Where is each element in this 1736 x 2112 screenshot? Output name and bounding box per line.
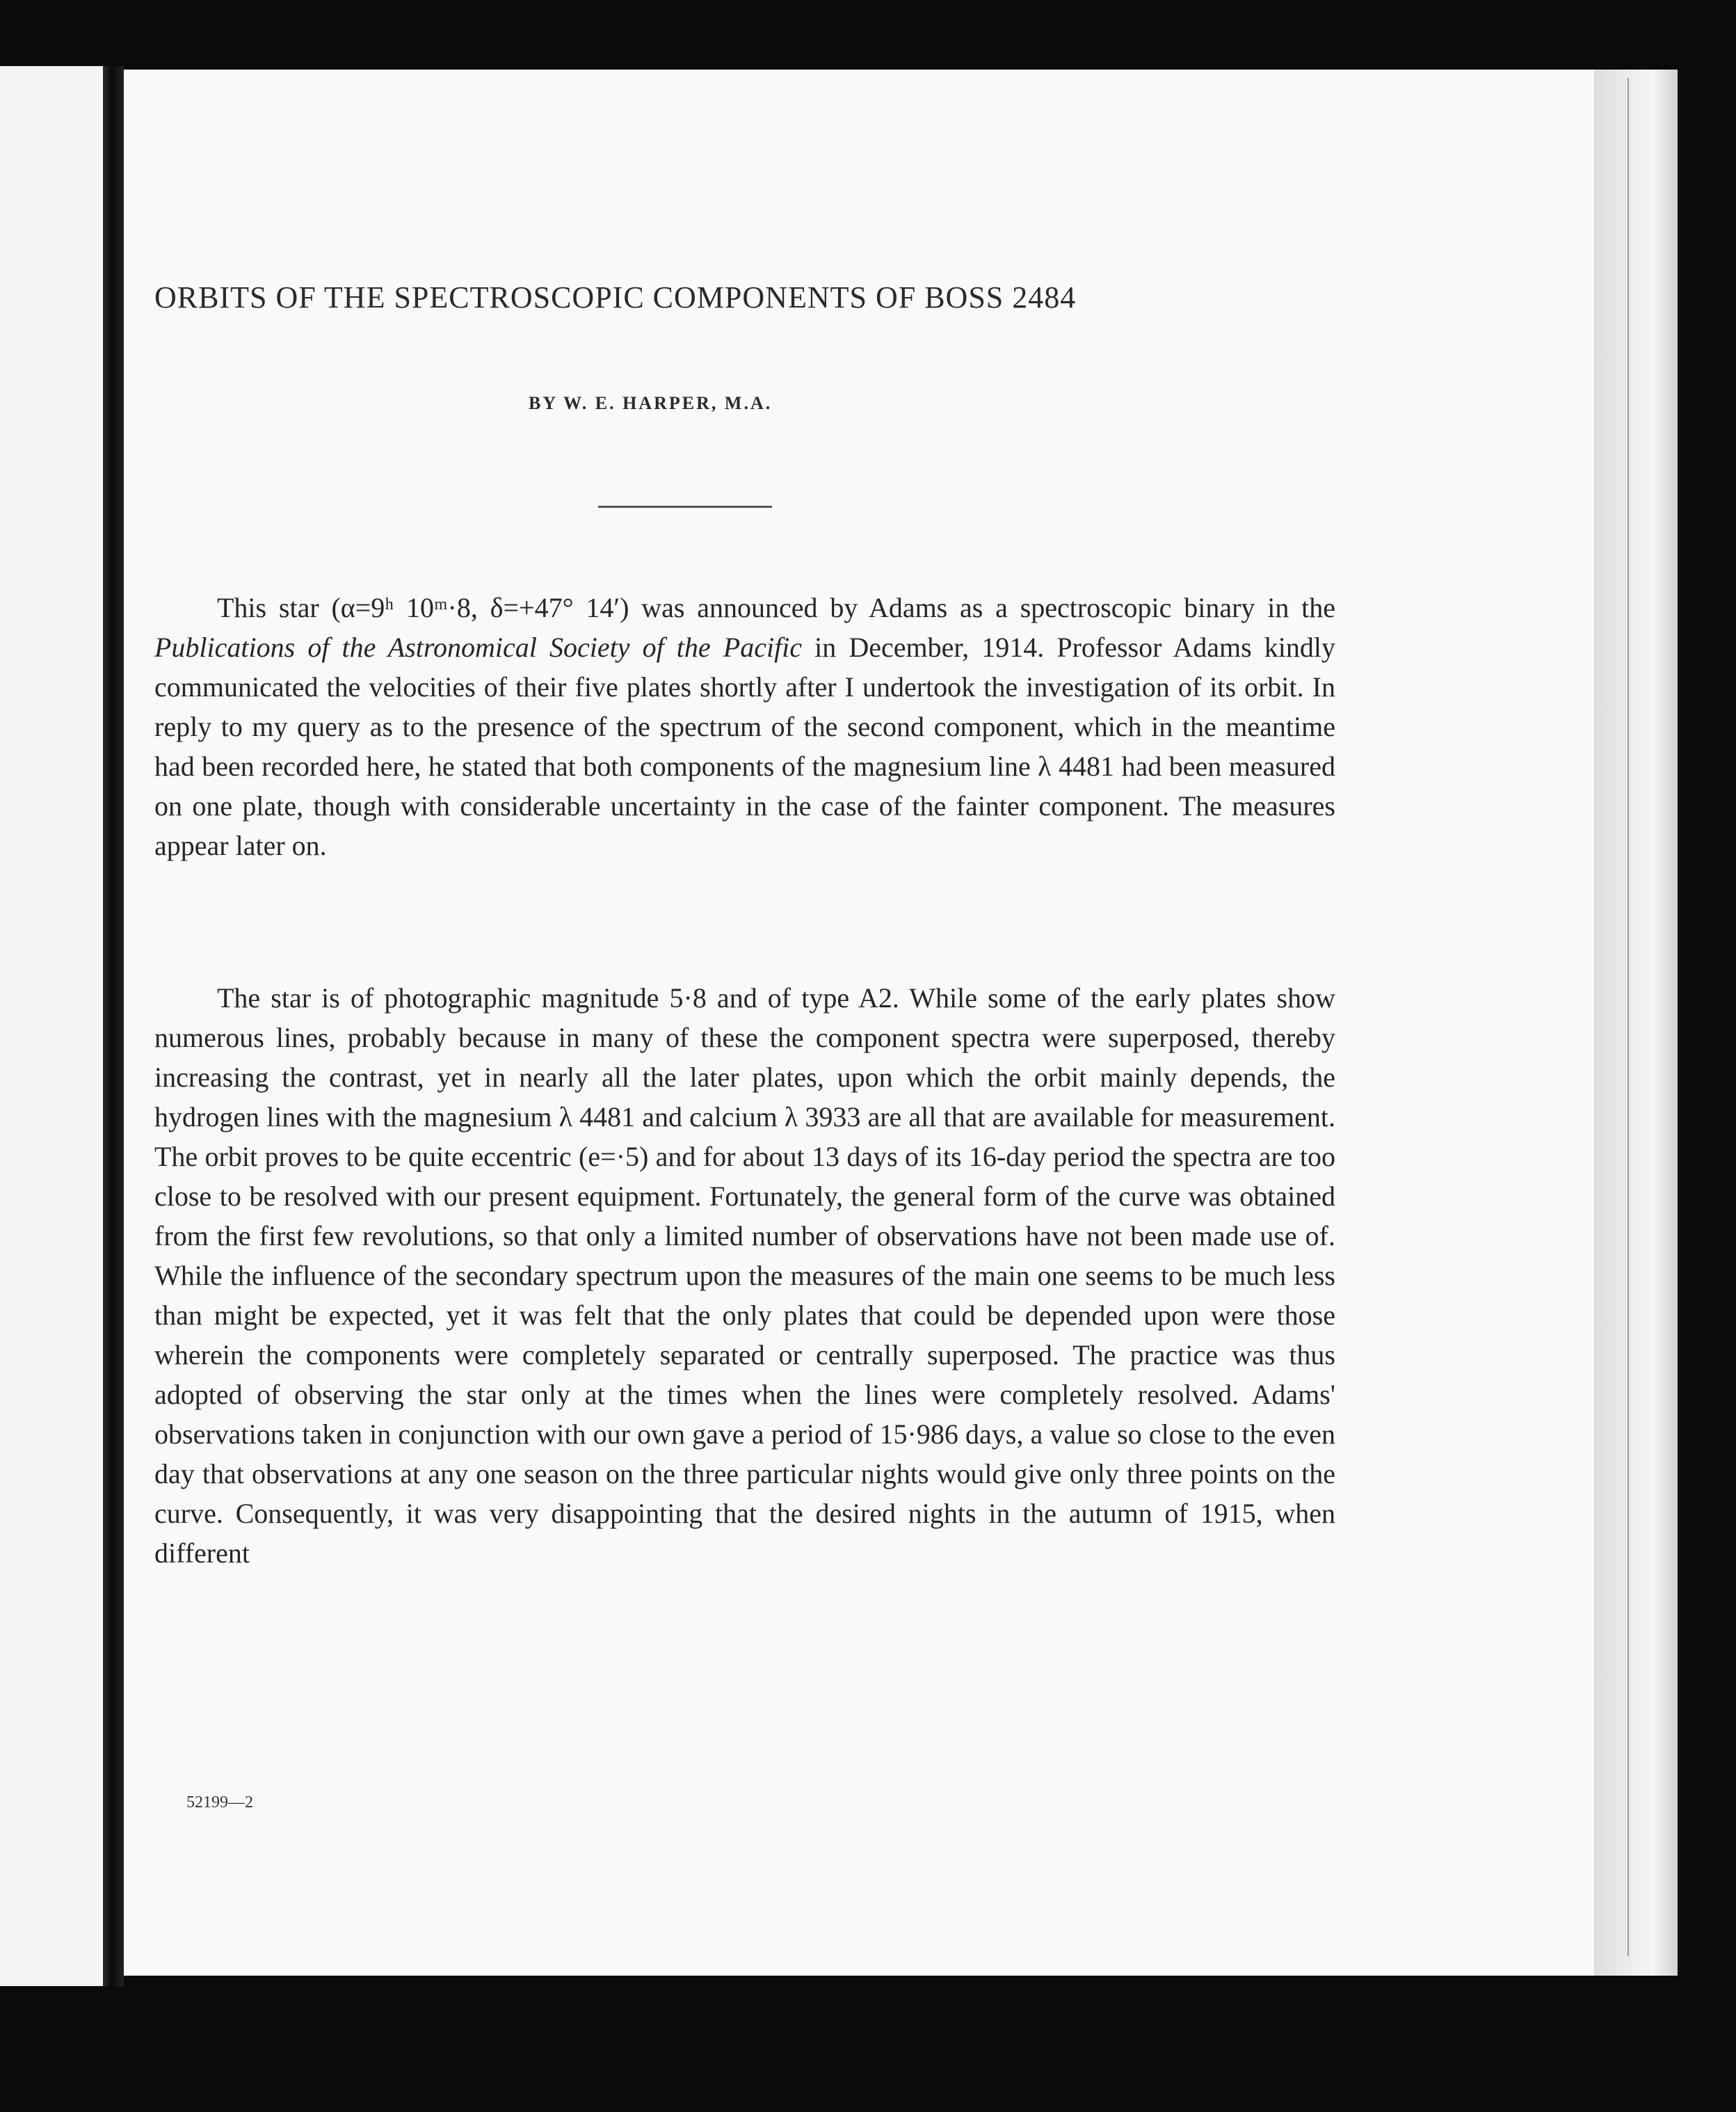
title-separator-rule bbox=[598, 506, 772, 508]
author-byline: BY W. E. HARPER, M.A. bbox=[529, 393, 773, 413]
signature-mark: 52199—2 bbox=[186, 1793, 253, 1811]
page-edge-line bbox=[1628, 78, 1629, 1956]
paragraph-1-text-end: in December, 1914. Professor Adams kindly communicated the velocities of their five plates shortly after I undertook the investigation of its orbit. In reply to my query as to the presence of the spectrum of the second component, which in the meantime had been recorded here, he stated that both components of the magnesium line λ 4481 had been measured on one plate, though with considerable uncertainty in the case of the fainter component. The measures appear later on. bbox=[154, 632, 1336, 861]
article-title: ORBITS OF THE SPECTROSCOPIC COMPONENTS OF BOSS 2484 bbox=[154, 280, 1077, 314]
book-gutter bbox=[103, 66, 124, 1986]
body-paragraph-1 bbox=[154, 588, 1335, 865]
journal-title-italic: Publications of the Astronomical Society of the Pacific bbox=[154, 632, 803, 663]
facing-page-edge bbox=[0, 66, 103, 1986]
paragraph-1-text-start: This star (α=9ʰ 10ᵐ·8, δ=+47° 14′) was announced by Adams as a spectroscopic binary in the bbox=[217, 592, 1335, 623]
page-stack-edge bbox=[1594, 70, 1678, 1976]
body-paragraph-2: The star is of photographic magnitude 5·8 and of type A2. While some of the early plates show numerous lines, probably because in many of these the component spectra were superposed, thereby increasing the contrast, yet in nearly all the later plates, upon which the orbit mainly depends, the hydrogen lines with the magnesium λ 4481 and calcium λ 3933 are all that are available for measurement. The orbit proves to be quite eccentric (e=·5) and for about 13 days of its 16-day period the spectra are too close to be resolved with our present equipment. Fortunately, the general form of the curve was obtained from the first few revolutions, so that only a limited number of observations have not been made use of. While the influence of the secondary spectrum upon the measures of the main one seems to be much less than might be expected, yet it was felt that the only plates that could be depended upon were those wherein the components were completely separated or centrally superposed. The practice was thus adopted of observing the star only at the times when the lines were completely resolved. Adams' observations taken in conjunction with our own gave a period of 15·986 days, a value so close to the even day that observations at any one season on the three particular nights would give only three points on the curve. Consequently, it was very disappointing that the desired nights in the autumn of 1915, when different bbox=[154, 982, 1335, 1569]
